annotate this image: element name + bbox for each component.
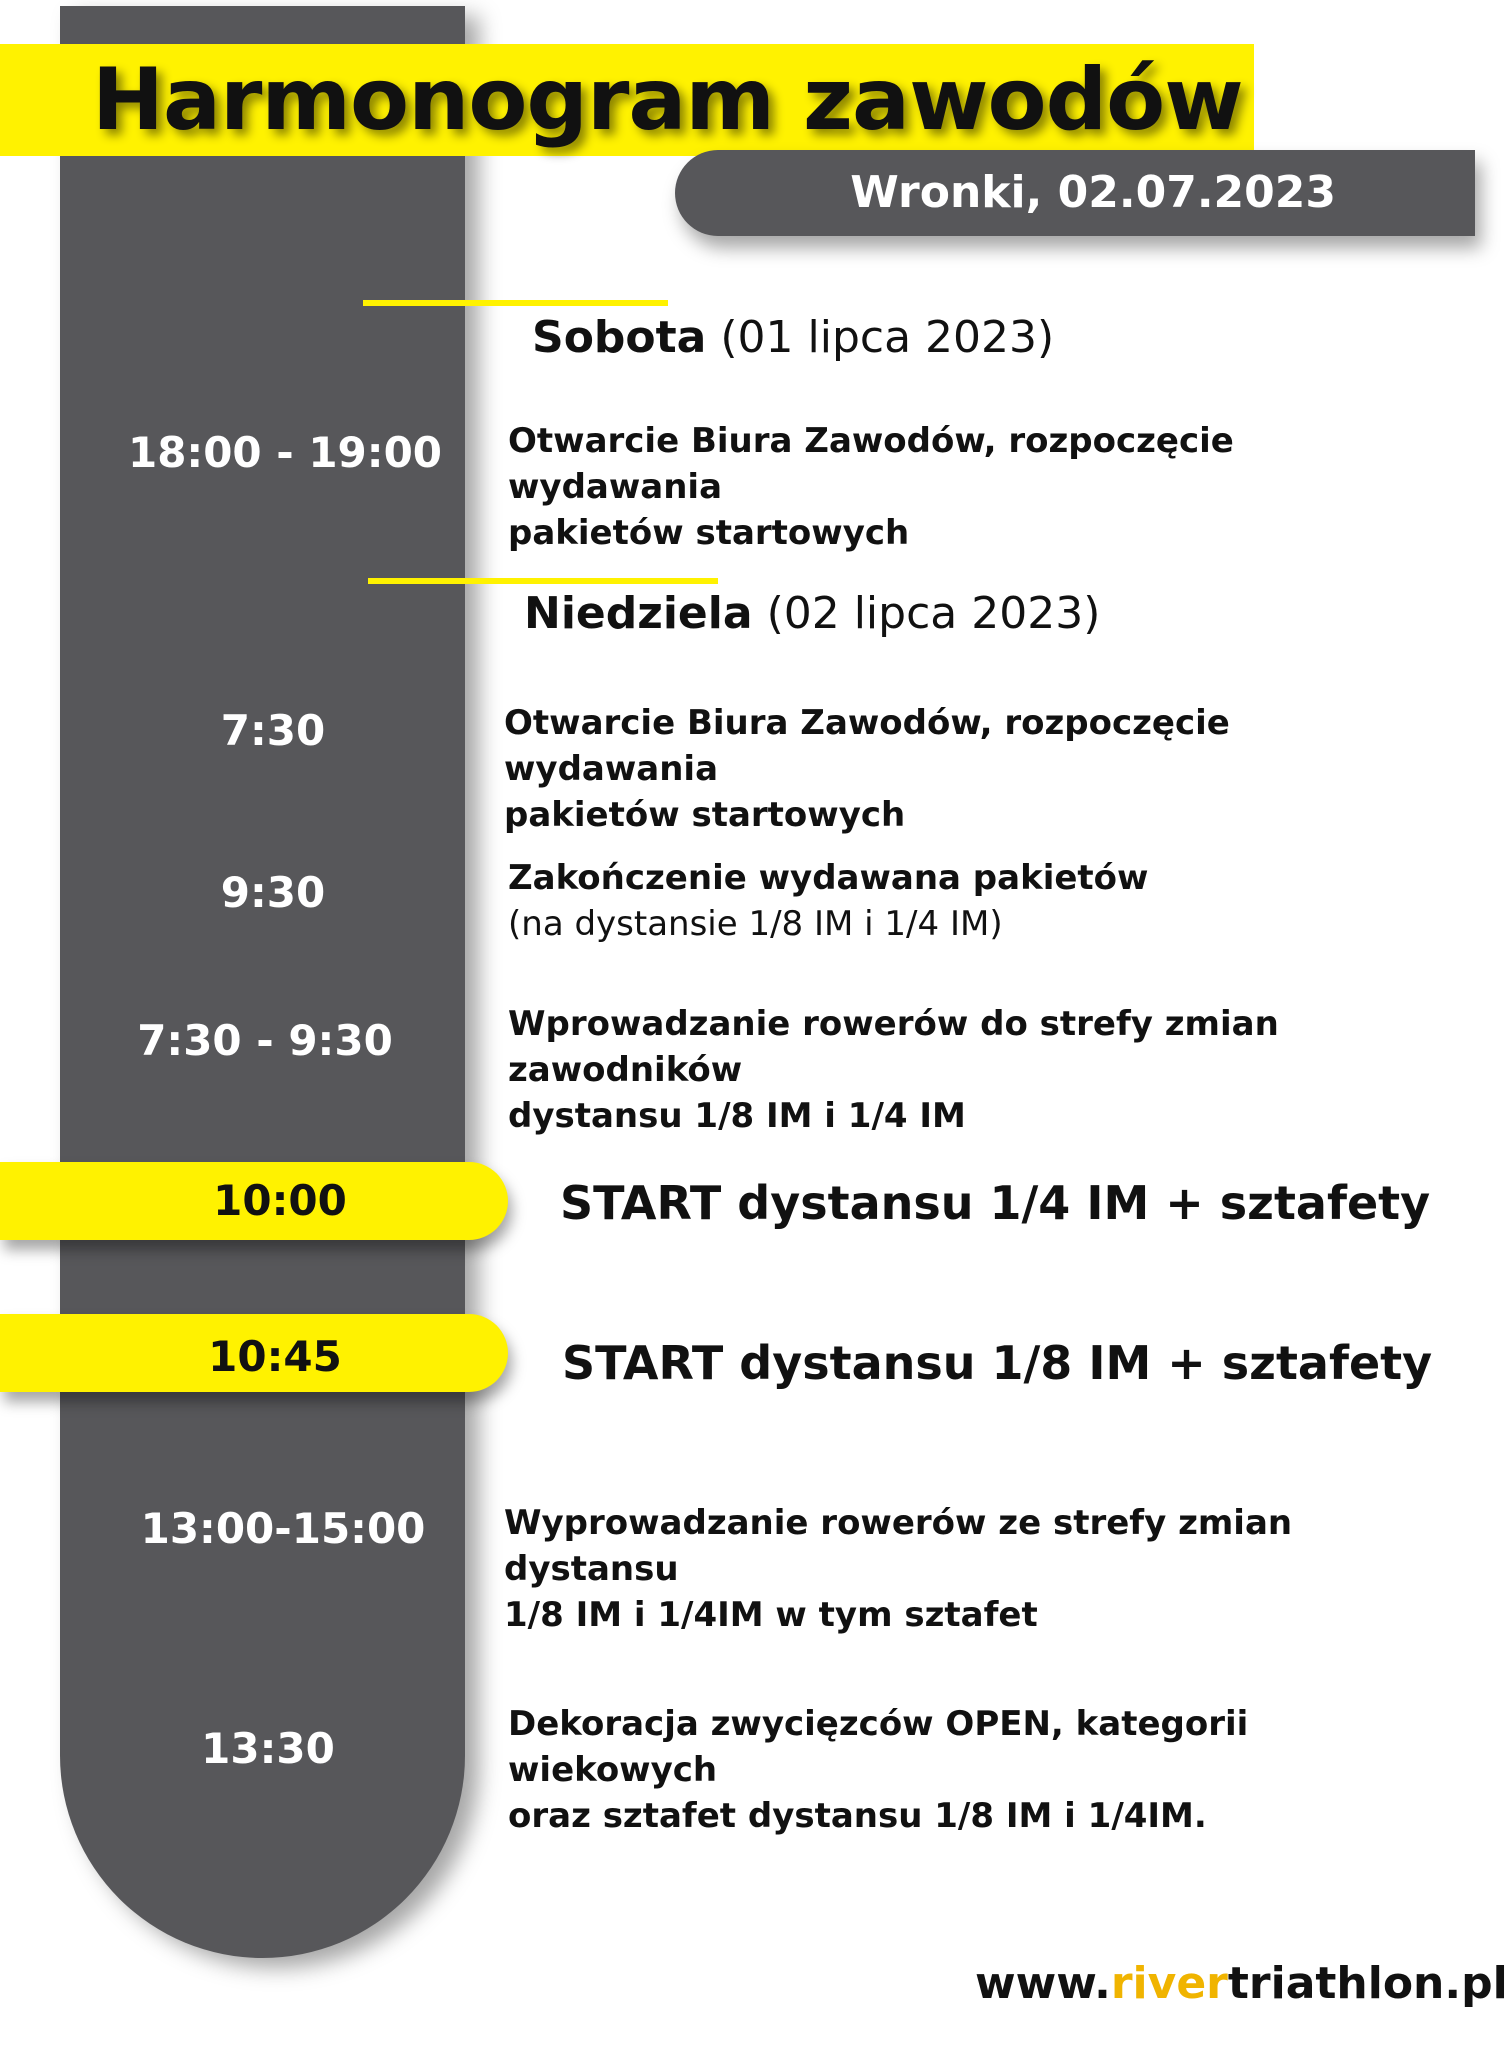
start-label: START dystansu 1/4 IM + sztafety [560,1176,1431,1230]
event-line: pakietów startowych [504,795,906,835]
event-line: 1/8 IM i 1/4IM w tym sztafet [504,1595,1038,1635]
day-name: Niedziela [524,588,753,639]
start-time: 10:00 [213,1176,347,1225]
day-date: (01 lipca 2023) [720,312,1055,363]
location-date: Wronki, 02.07.2023 [850,167,1336,218]
event-line: (na dystansie 1/8 IM i 1/4 IM) [508,904,1003,944]
page-title: Harmonogram zawodów [92,50,1243,150]
event-description [504,1500,1434,1638]
event-time: 7:30 [220,706,326,755]
event-line: Wyprowadzanie rowerów ze strefy zmian dystansu [504,1503,1293,1589]
event-description [504,700,1434,838]
website-suffix: triathlon.pl [1227,1958,1508,2009]
event-description [508,418,1428,556]
day-header-sunday [524,588,1100,639]
event-time: 18:00 - 19:00 [127,428,443,477]
timeline-bar [60,6,465,1958]
start-label: START dystansu 1/8 IM + sztafety [562,1336,1433,1390]
day-header-saturday [532,312,1054,363]
event-line: Wprowadzanie rowerów do strefy zmian zawodników [508,1004,1279,1090]
event-line: Zakończenie wydawana pakietów [508,858,1149,898]
event-line: Otwarcie Biura Zawodów, rozpoczęcie wydawania [504,703,1230,789]
day-name: Sobota [532,312,707,363]
start-time: 10:45 [208,1332,342,1381]
event-line: Dekoracja zwycięzców OPEN, kategorii wiekowych [508,1704,1249,1790]
website-prefix: www. [975,1958,1111,2009]
event-description [508,855,1428,947]
event-time: 9:30 [220,868,326,917]
event-description [508,1701,1438,1839]
event-line: Otwarcie Biura Zawodów, rozpoczęcie wydawania [508,421,1234,507]
website-url[interactable] [975,1958,1508,2009]
event-line: dystansu 1/8 IM i 1/4 IM [508,1096,966,1136]
event-time: 7:30 - 9:30 [137,1016,393,1065]
website-accent: river [1110,1958,1228,2009]
day-date: (02 lipca 2023) [766,588,1101,639]
day-divider-line [368,578,718,584]
day-divider-line [363,300,668,306]
event-description [508,1001,1438,1139]
event-time: 13:30 [201,1724,335,1773]
event-time: 13:00-15:00 [140,1504,426,1553]
event-line: pakietów startowych [508,513,910,553]
event-line: oraz sztafet dystansu 1/8 IM i 1/4IM. [508,1796,1207,1836]
